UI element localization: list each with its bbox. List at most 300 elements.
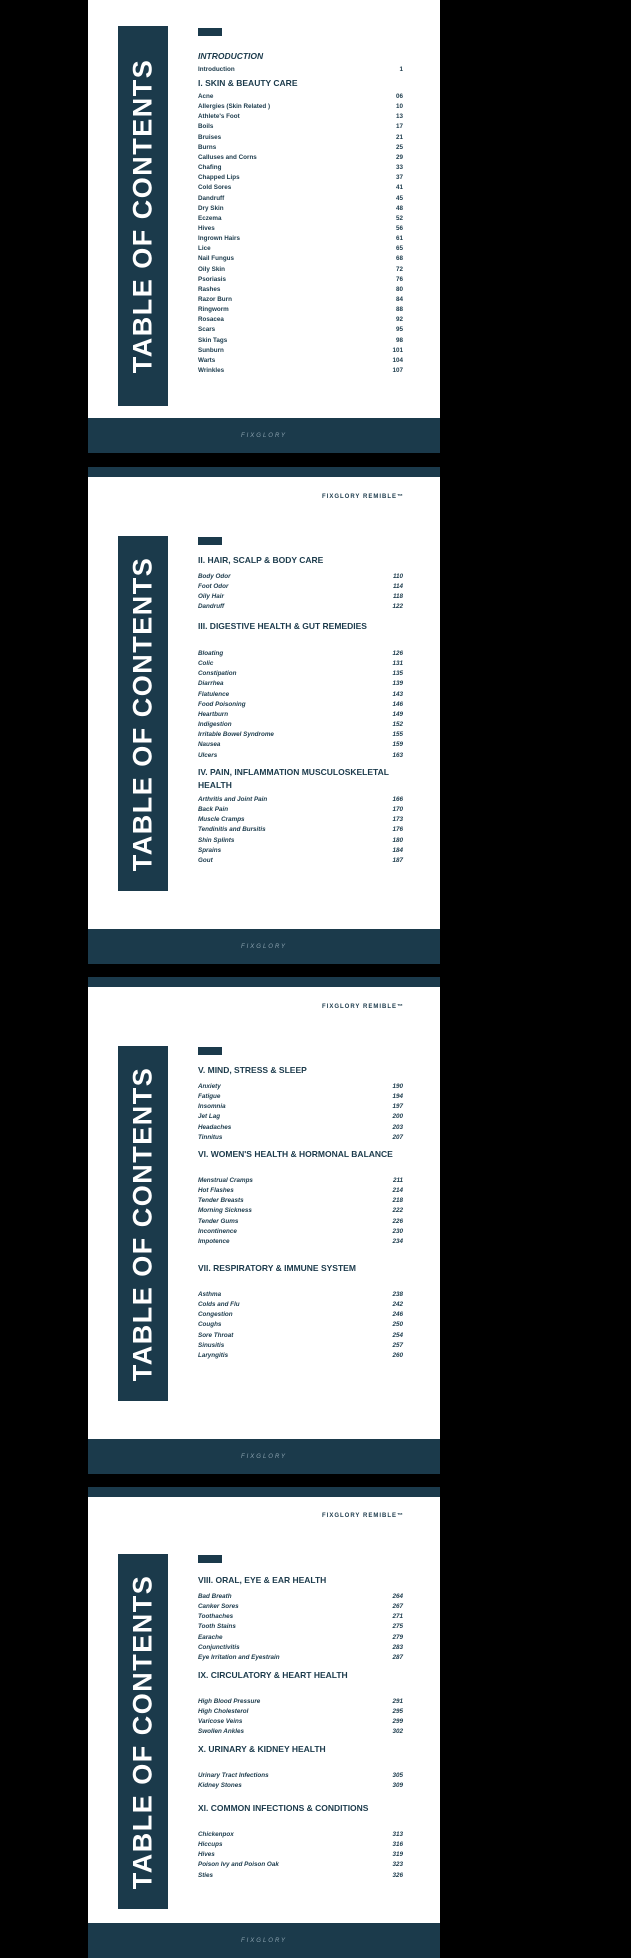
entry-label: Sprains (198, 846, 222, 854)
entry-page-number: 149 (392, 710, 403, 718)
entry-page-number: 118 (392, 593, 403, 601)
toc-entry[interactable] (198, 691, 403, 701)
section-heading: II. HAIR, SCALP & BODY CARE (198, 555, 324, 565)
entry-label: Introduction (198, 66, 235, 73)
entry-label: Cold Sores (198, 184, 232, 192)
entry-page-number: 187 (392, 856, 403, 864)
entry-page-number: 166 (392, 796, 403, 803)
entry-page-number: 295 (392, 1708, 403, 1716)
toc-entry[interactable] (198, 164, 403, 174)
entry-page-number: 88 (395, 306, 403, 314)
toc-entry[interactable] (198, 1197, 403, 1207)
entry-label: Swollen Ankles (198, 1728, 244, 1736)
toc-entry[interactable] (198, 1728, 403, 1738)
section-heading: XI. COMMON INFECTIONS & CONDITIONS (198, 1803, 369, 1813)
toc-entry[interactable] (198, 195, 403, 205)
toc-entry[interactable] (198, 847, 403, 857)
entry-label: Anxiety (198, 1083, 221, 1090)
toc-entry[interactable] (198, 1228, 403, 1238)
entry-page-number: 41 (395, 184, 403, 192)
section-heading: VI. WOMEN'S HEALTH & HORMONAL BALANCE (198, 1149, 393, 1159)
toc-entry[interactable] (198, 1782, 403, 1792)
toc-entry[interactable] (198, 113, 403, 123)
toc-entry[interactable] (198, 1321, 403, 1331)
toc-entry[interactable] (198, 1187, 403, 1197)
section-heading: VII. RESPIRATORY & IMMUNE SYSTEM (198, 1263, 356, 1273)
entry-page-number: 65 (395, 245, 403, 253)
vertical-title: TABLE OF CONTENTS (127, 1066, 158, 1381)
toc-entry[interactable] (198, 1342, 403, 1352)
entry-label: Back Pain (198, 806, 229, 814)
entry-page-number: 72 (395, 265, 403, 273)
entry-label: Ringworm (198, 306, 229, 314)
entry-page-number: 80 (395, 285, 403, 293)
entry-page-number: 283 (392, 1643, 403, 1651)
toc-entry[interactable] (198, 1291, 403, 1301)
entry-label: Jet Lag (198, 1113, 221, 1121)
entry-label: Colic (198, 660, 214, 668)
accent-block (198, 1555, 222, 1563)
toc-page (88, 467, 440, 964)
entry-label: Diarrhea (198, 680, 224, 688)
toc-entry[interactable] (198, 184, 403, 194)
entry-page-number: 222 (392, 1207, 403, 1215)
entry-label: Impotence (198, 1237, 230, 1245)
toc-entry[interactable] (198, 266, 403, 276)
entry-page-number: 152 (392, 721, 403, 729)
vertical-title-bar (118, 26, 168, 406)
toc-entry[interactable] (198, 245, 403, 255)
entry-page-number: 287 (392, 1653, 403, 1661)
entry-label: Chickenpox (198, 1831, 234, 1838)
entry-page-number: 211 (392, 1177, 403, 1184)
entry-label: Hives (198, 1851, 215, 1859)
entry-label: Urinary Tract Infections (198, 1772, 269, 1779)
entry-label: Oily Skin (198, 265, 225, 273)
entry-page-number: 163 (392, 751, 403, 759)
entry-label: Tinnitus (198, 1133, 223, 1141)
toc-entry[interactable] (198, 1841, 403, 1851)
entry-label: Insomnia (198, 1103, 226, 1111)
toc-entry[interactable] (198, 837, 403, 847)
toc-entry[interactable] (198, 286, 403, 296)
vertical-title: TABLE OF CONTENTS (127, 58, 158, 374)
toc-entry[interactable] (198, 670, 403, 680)
toc-entry[interactable] (198, 603, 403, 613)
entry-label: Morning Sickness (198, 1207, 252, 1215)
entry-label: Sinusitis (198, 1341, 225, 1349)
accent-block (198, 1047, 222, 1055)
entry-page-number: 230 (392, 1227, 403, 1235)
entry-page-number: 159 (392, 741, 403, 749)
entry-page-number: 146 (392, 700, 403, 708)
page-footer: FIXGLORY (88, 1923, 440, 1958)
entry-page-number: 180 (392, 836, 403, 844)
entry-page-number: 122 (392, 603, 403, 611)
toc-entry[interactable] (198, 103, 403, 113)
toc-page (88, 0, 440, 453)
entry-label: Nausea (198, 741, 221, 749)
entry-label: Ingrown Hairs (198, 235, 240, 243)
toc-entry[interactable] (198, 1311, 403, 1321)
entry-page-number: 203 (392, 1123, 403, 1131)
toc-entry[interactable] (198, 1238, 403, 1248)
toc-entry[interactable] (198, 583, 403, 593)
entry-page-number: 13 (395, 113, 403, 121)
page-top-strip (88, 1487, 440, 1497)
entry-page-number: 250 (392, 1321, 403, 1329)
entry-page-number: 267 (392, 1603, 403, 1611)
toc-entry[interactable] (198, 1218, 403, 1228)
entry-label: Boils (198, 123, 214, 131)
entry-page-number: 305 (392, 1772, 403, 1779)
toc-entry[interactable] (198, 826, 403, 836)
entry-page-number: 143 (392, 690, 403, 698)
toc-entry[interactable] (198, 1093, 403, 1103)
entry-label: Eczema (198, 214, 222, 222)
toc-entry[interactable] (198, 752, 403, 762)
entry-page-number: 155 (392, 731, 403, 739)
section-heading: VIII. ORAL, EYE & EAR HEALTH (198, 1575, 327, 1585)
entry-label: Arthritis and Joint Pain (198, 796, 268, 803)
entry-page-number: 101 (392, 346, 403, 354)
entry-page-number: 275 (392, 1623, 403, 1631)
entry-page-number: 110 (392, 573, 403, 580)
entry-label: Laryngitis (198, 1351, 229, 1359)
toc-entry[interactable] (198, 1644, 403, 1654)
toc-entry[interactable] (198, 347, 403, 357)
entry-label: Canker Sores (198, 1603, 239, 1611)
toc-entry[interactable] (198, 1851, 403, 1861)
entry-label: Oily Hair (198, 593, 224, 601)
entry-page-number: 279 (392, 1633, 403, 1641)
toc-entry[interactable] (198, 1634, 403, 1644)
entry-label: High Cholesterol (198, 1708, 249, 1716)
page-footer: FIXGLORY (88, 929, 440, 964)
entry-page-number: 254 (392, 1331, 403, 1339)
entry-label: Menstrual Cramps (198, 1177, 253, 1184)
entry-page-number: 242 (392, 1301, 403, 1309)
toc-entry[interactable] (198, 1831, 403, 1841)
toc-entry[interactable] (198, 1124, 403, 1134)
entry-label: Sties (198, 1871, 214, 1879)
toc-entry[interactable] (198, 1772, 403, 1782)
page-footer: FIXGLORY (88, 418, 440, 453)
entry-label: Rosacea (198, 316, 224, 324)
brand-label: FIXGLORY REMIBLE™ (321, 1004, 404, 1010)
toc-entry[interactable] (198, 680, 403, 690)
toc-entry[interactable] (198, 816, 403, 826)
vertical-title-bar (118, 536, 168, 891)
entry-label: Psoriasis (198, 275, 227, 283)
toc-entry[interactable] (198, 1654, 403, 1664)
entry-page-number: 92 (395, 316, 403, 324)
entry-page-number: 104 (392, 356, 403, 364)
entry-page-number: 61 (395, 235, 403, 243)
section-heading: IX. CIRCULATORY & HEART HEALTH (198, 1670, 348, 1680)
entry-page-number: 326 (392, 1871, 403, 1879)
entry-page-number: 176 (392, 826, 403, 834)
toc-entry[interactable] (198, 93, 403, 103)
entry-label: Food Poisoning (198, 700, 246, 708)
entry-label: Tender Gums (198, 1217, 239, 1225)
toc-entry[interactable] (198, 306, 403, 316)
entry-label: Athlete's Foot (198, 113, 240, 121)
toc-entry[interactable] (198, 660, 403, 670)
toc-entry[interactable] (198, 1113, 403, 1123)
toc-entry[interactable] (198, 1613, 403, 1623)
toc-entry[interactable] (198, 1177, 403, 1187)
toc-entry[interactable] (198, 650, 403, 660)
toc-entry[interactable] (198, 1698, 403, 1708)
entry-label: Kidney Stones (198, 1782, 242, 1790)
entry-label: Sunburn (198, 346, 224, 354)
toc-entry[interactable] (198, 1603, 403, 1613)
toc-entry[interactable] (198, 276, 403, 286)
entry-label: Warts (198, 356, 216, 364)
entry-label: Chapped Lips (198, 174, 240, 182)
toc-entry[interactable] (198, 123, 403, 133)
toc-entry[interactable] (198, 1301, 403, 1311)
entry-page-number: 184 (392, 846, 403, 854)
entry-label: Sore Throat (198, 1331, 234, 1339)
entry-label: Dry Skin (198, 204, 224, 212)
entry-label: Shin Splints (198, 836, 235, 844)
entry-page-number: 302 (392, 1728, 403, 1736)
entry-page-number: 313 (392, 1831, 403, 1838)
entry-label: High Blood Pressure (198, 1698, 261, 1705)
entry-label: Body Odor (198, 573, 231, 580)
entry-page-number: 197 (392, 1103, 403, 1111)
entry-label: Conjunctivitis (198, 1643, 240, 1651)
toc-entry[interactable] (198, 1861, 403, 1871)
section-heading: I. SKIN & BEAUTY CARE (198, 78, 298, 88)
entry-label: Tender Breasts (198, 1197, 244, 1205)
vertical-title: TABLE OF CONTENTS (127, 556, 158, 871)
entry-label: Indigestion (198, 721, 232, 729)
entry-label: Acne (198, 93, 214, 100)
toc-entry[interactable] (198, 255, 403, 265)
toc-entry[interactable] (198, 337, 403, 347)
entry-label: Nail Fungus (198, 255, 235, 263)
toc-entry[interactable] (198, 367, 403, 377)
vertical-title: TABLE OF CONTENTS (127, 1574, 158, 1889)
entry-page-number: 131 (392, 660, 403, 668)
toc-entry[interactable] (198, 1352, 403, 1362)
entry-label: Muscle Cramps (198, 816, 245, 824)
toc-entry[interactable] (198, 701, 403, 711)
entry-label: Eye Irritation and Eyestrain (198, 1653, 280, 1661)
toc-entry[interactable] (198, 731, 403, 741)
entry-page-number: 1 (399, 66, 403, 73)
entry-page-number: 29 (395, 153, 403, 161)
entry-page-number: 234 (392, 1237, 403, 1245)
entry-label: Foot Odor (198, 583, 229, 591)
entry-label: Calluses and Corns (198, 153, 257, 161)
entry-page-number: 173 (392, 816, 403, 824)
entry-page-number: 271 (392, 1613, 403, 1621)
entry-label: Lice (198, 245, 211, 253)
toc-entry[interactable] (198, 711, 403, 721)
entry-page-number: 190 (392, 1083, 403, 1090)
entry-page-number: 194 (392, 1093, 403, 1101)
entry-page-number: 214 (392, 1187, 403, 1195)
entry-page-number: 170 (392, 806, 403, 814)
toc-entry[interactable] (198, 806, 403, 816)
entry-page-number: 56 (395, 224, 403, 232)
entry-page-number: 299 (392, 1718, 403, 1726)
entry-label: Dandruff (198, 194, 225, 202)
entry-page-number: 126 (392, 650, 403, 657)
section-heading: INTRODUCTION (198, 51, 264, 61)
toc-entry[interactable] (198, 1708, 403, 1718)
toc-entry[interactable] (198, 1332, 403, 1342)
entry-page-number: 291 (392, 1698, 403, 1705)
entry-label: Flatulence (198, 690, 230, 698)
toc-entry[interactable] (198, 225, 403, 235)
toc-entry[interactable] (198, 1103, 403, 1113)
accent-block (198, 28, 222, 36)
toc-entry[interactable] (198, 796, 403, 806)
entry-label: Dandruff (198, 603, 225, 611)
toc-page (88, 977, 440, 1474)
entry-page-number: 21 (395, 133, 403, 141)
toc-entry[interactable] (198, 741, 403, 751)
entry-page-number: 68 (395, 255, 403, 263)
entry-label: Wrinkles (198, 367, 225, 375)
entry-label: Coughs (198, 1321, 222, 1329)
entry-label: Poison Ivy and Poison Oak (198, 1861, 279, 1869)
entry-page-number: 257 (392, 1341, 403, 1349)
entry-label: Varicose Veins (198, 1718, 243, 1726)
section-heading: IV. PAIN, INFLAMMATION MUSCULOSKELETAL HEALTH (198, 767, 389, 790)
entry-page-number: 135 (392, 670, 403, 678)
toc-entry[interactable] (198, 1623, 403, 1633)
section-heading: V. MIND, STRESS & SLEEP (198, 1065, 307, 1075)
toc-entry[interactable] (198, 174, 403, 184)
entry-page-number: 10 (395, 103, 403, 111)
entry-page-number: 76 (395, 275, 403, 283)
entry-label: Ulcers (198, 751, 218, 759)
entry-page-number: 17 (395, 123, 403, 131)
entry-label: Earache (198, 1633, 223, 1641)
toc-entry[interactable] (198, 205, 403, 215)
entry-label: Rashes (198, 285, 221, 293)
toc-entry[interactable] (198, 1207, 403, 1217)
entry-label: Allergies (Skin Related ) (198, 103, 271, 111)
toc-entry[interactable] (198, 215, 403, 225)
toc-entry[interactable] (198, 593, 403, 603)
entry-page-number: 139 (392, 680, 403, 688)
entry-page-number: 246 (392, 1311, 403, 1319)
entry-label: Hives (198, 224, 215, 232)
entry-page-number: 319 (392, 1851, 403, 1859)
toc-entry[interactable] (198, 154, 403, 164)
section-heading: III. DIGESTIVE HEALTH & GUT REMEDIES (198, 621, 367, 631)
accent-block (198, 537, 222, 545)
entry-page-number: 45 (395, 194, 403, 202)
toc-entry[interactable] (198, 1593, 403, 1603)
entry-label: Razor Burn (198, 296, 232, 303)
entry-page-number: 264 (392, 1593, 403, 1600)
entry-label: Tendinitis and Bursitis (198, 826, 266, 834)
page-top-strip (88, 467, 440, 477)
toc-entry[interactable] (198, 573, 403, 583)
entry-label: Bruises (198, 133, 222, 141)
entry-page-number: 226 (392, 1217, 403, 1225)
entry-page-number: 323 (392, 1861, 403, 1869)
entry-page-number: 218 (392, 1197, 403, 1205)
entry-page-number: 207 (392, 1133, 403, 1141)
toc-entry[interactable] (198, 296, 403, 306)
toc-entry[interactable] (198, 144, 403, 154)
toc-entry[interactable] (198, 1134, 403, 1144)
toc-entry[interactable] (198, 721, 403, 731)
entry-page-number: 06 (395, 93, 403, 100)
entry-label: Tooth Stains (198, 1623, 236, 1631)
entry-label: Burns (198, 143, 217, 151)
entry-label: Fatigue (198, 1093, 221, 1101)
entry-label: Congestion (198, 1311, 233, 1319)
toc-entry[interactable] (198, 326, 403, 336)
entry-page-number: 200 (392, 1113, 403, 1121)
brand-label: FIXGLORY REMIBLE™ (321, 1513, 404, 1519)
toc-entry[interactable] (198, 235, 403, 245)
section-heading: X. URINARY & KIDNEY HEALTH (198, 1744, 326, 1754)
toc-entry[interactable] (198, 1083, 403, 1093)
entry-page-number: 25 (395, 143, 403, 151)
entry-page-number: 84 (395, 296, 403, 303)
entry-label: Hot Flashes (198, 1187, 234, 1195)
entry-page-number: 98 (395, 336, 403, 344)
entry-label: Headaches (198, 1123, 232, 1131)
entry-label: Bloating (198, 650, 224, 657)
toc-entry[interactable] (198, 134, 403, 144)
entry-label: Incontinence (198, 1227, 237, 1235)
entry-label: Asthma (198, 1291, 222, 1298)
toc-entry[interactable] (198, 1872, 403, 1882)
entry-page-number: 52 (395, 214, 403, 222)
entry-label: Toothaches (198, 1613, 234, 1621)
entry-label: Irritable Bowel Syndrome (198, 731, 274, 739)
brand-label: FIXGLORY REMIBLE™ (321, 494, 404, 500)
toc-entry[interactable] (198, 1718, 403, 1728)
entry-label: Constipation (198, 670, 237, 678)
toc-page (88, 1487, 440, 1958)
entry-label: Scars (198, 326, 216, 334)
entry-label: Gout (198, 856, 213, 864)
page-top-strip (88, 977, 440, 987)
entry-label: Heartburn (198, 710, 229, 718)
entry-page-number: 107 (392, 367, 403, 375)
toc-entry[interactable] (198, 857, 403, 867)
entry-label: Hiccups (198, 1841, 223, 1849)
toc-entry[interactable] (198, 357, 403, 367)
entry-page-number: 95 (395, 326, 403, 334)
vertical-title-bar (118, 1554, 168, 1909)
entry-label: Skin Tags (198, 336, 228, 344)
toc-entry[interactable] (198, 316, 403, 326)
entry-label: Bad Breath (198, 1593, 232, 1600)
entry-label: Colds and Flu (198, 1301, 240, 1309)
toc-entry[interactable] (198, 66, 403, 76)
entry-page-number: 37 (395, 174, 403, 182)
vertical-title-bar (118, 1046, 168, 1401)
entry-page-number: 33 (395, 164, 403, 172)
entry-page-number: 260 (392, 1351, 403, 1359)
entry-page-number: 48 (395, 204, 403, 212)
entry-page-number: 309 (392, 1782, 403, 1790)
